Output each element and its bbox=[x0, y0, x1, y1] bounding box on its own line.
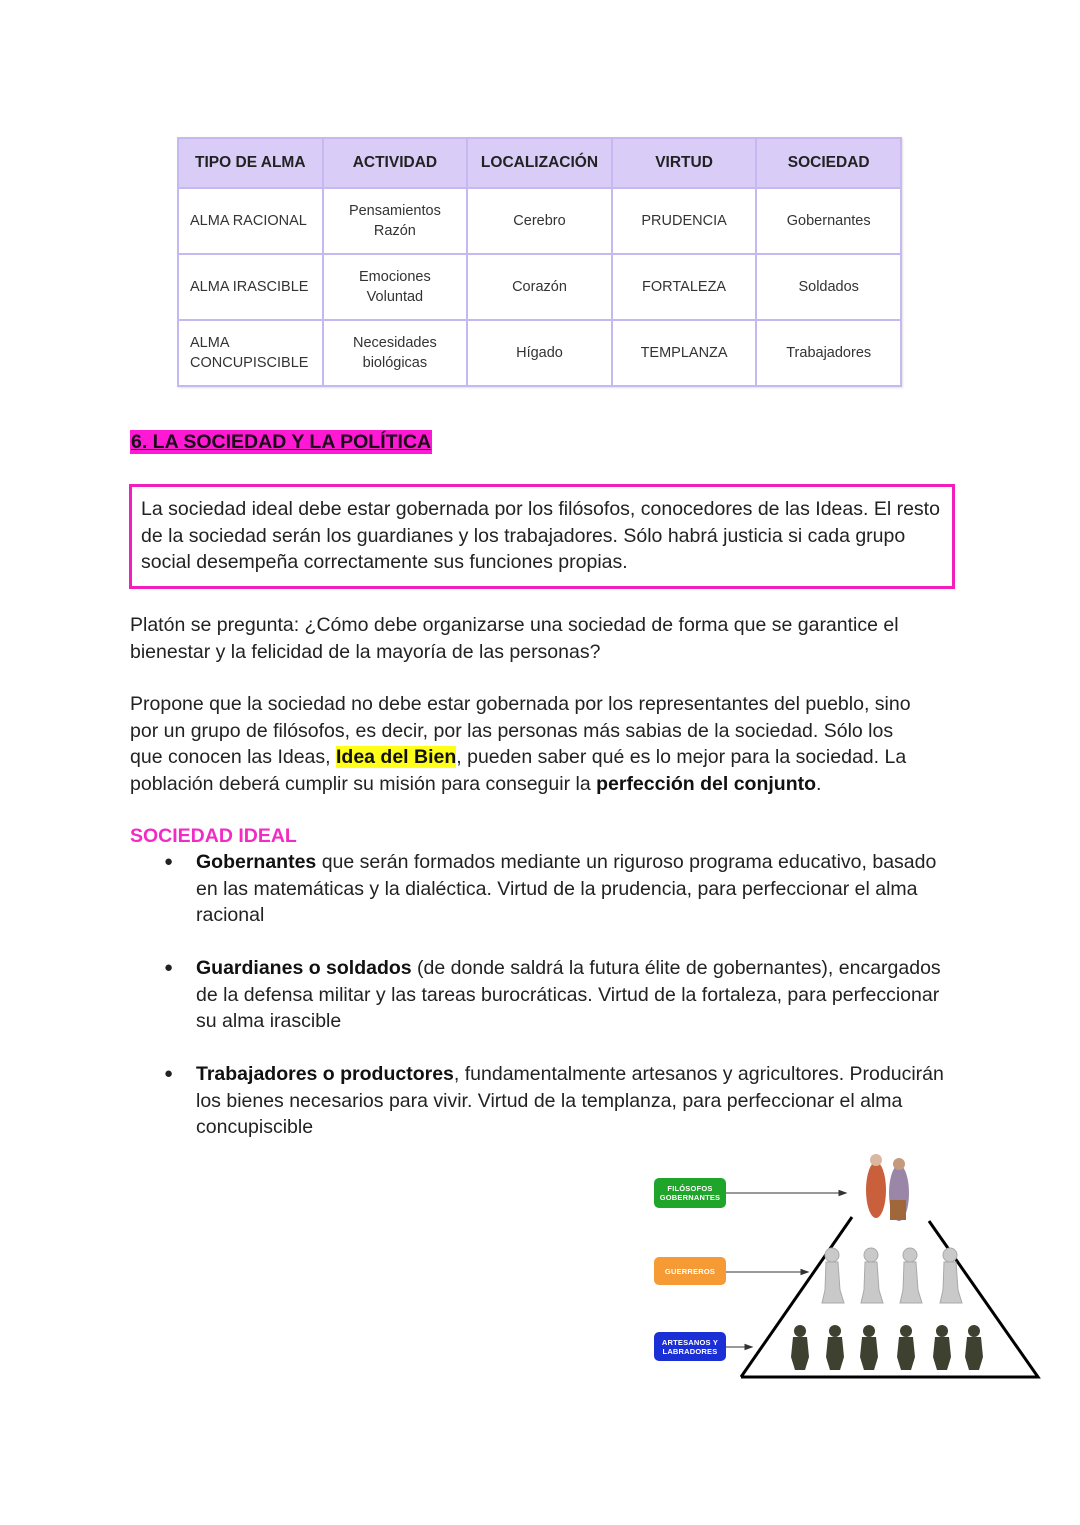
label-text: ARTESANOS Y bbox=[661, 1337, 719, 1347]
cell-text: ALMA IRASCIBLE bbox=[190, 279, 309, 295]
header-actividad: ACTIVIDAD bbox=[323, 138, 468, 188]
proposal-text: Propone que la sociedad no debe estar gobernada por los representantes del pueblo, sino por un grupo de filósofos, es decir, por las personas más sabias de la sociedad. Sólo los que conocen las Ideas, bbox=[130, 693, 911, 768]
header-tipo-de-alma: TIPO DE ALMA bbox=[178, 138, 323, 188]
cell-text: Necesidades bbox=[352, 335, 437, 351]
table-header-row bbox=[178, 138, 901, 188]
cell-text: Emociones bbox=[359, 269, 431, 285]
cell-actividad bbox=[323, 320, 468, 386]
section-heading: 6. LA SOCIEDAD Y LA POLÍTICA bbox=[131, 431, 432, 453]
cell-actividad bbox=[323, 254, 468, 320]
cell-virtud: TEMPLANZA bbox=[612, 320, 757, 386]
header-virtud: VIRTUD bbox=[612, 138, 757, 188]
cell-virtud: PRUDENCIA bbox=[612, 188, 757, 254]
cell-text: Pensamientos bbox=[348, 203, 441, 219]
label-artesanos-labradores bbox=[654, 1332, 726, 1361]
label-text: GOBERNANTES bbox=[659, 1193, 721, 1202]
list-item-text: que serán formados mediante un riguroso programa educativo, basado en las matemáticas y la dialéctica. Virtud de la prudencia, para perfeccionar el alma racional bbox=[196, 851, 937, 926]
list-item bbox=[130, 1061, 946, 1141]
proposal-text: . bbox=[816, 772, 822, 795]
header-localizacion: LOCALIZACIÓN bbox=[467, 138, 612, 188]
sociedad-ideal-list bbox=[130, 849, 950, 1167]
cell-text: ALMA bbox=[190, 335, 230, 351]
list-item-text: , fundamentalmente artesanos y agricultores. Producirán los bienes necesarios para vivir. Virtud de la templanza, para perfeccionar el alma concupiscible bbox=[196, 1063, 944, 1138]
label-filosofos-gobernantes bbox=[654, 1178, 726, 1208]
label-text: LABRADORES bbox=[662, 1346, 718, 1356]
list-item-bold: Guardianes o soldados bbox=[196, 957, 412, 979]
proposal-paragraph bbox=[130, 691, 930, 797]
bullet-icon: ● bbox=[164, 959, 174, 976]
list-item-bold: Gobernantes bbox=[196, 851, 317, 873]
table-row bbox=[178, 320, 901, 386]
list-item-bold: Trabajadores o productores bbox=[196, 1063, 454, 1085]
label-text: FILÓSOFOS bbox=[667, 1184, 713, 1193]
summary-box: La sociedad ideal debe estar gobernada por los filósofos, conocedores de las Ideas. El resto de la sociedad serán los guardianes y los trabajadores. Sólo habrá justicia si cada grupo social desempeña correctamente sus funciones propias. bbox=[129, 484, 955, 589]
cell-tipo bbox=[178, 254, 323, 320]
cell-text: ALMA RACIONAL bbox=[190, 213, 307, 229]
cell-virtud: FORTALEZA bbox=[612, 254, 757, 320]
soul-types-table bbox=[177, 137, 902, 387]
sociedad-ideal-heading: SOCIEDAD IDEAL bbox=[130, 825, 297, 847]
cell-actividad bbox=[323, 188, 468, 254]
highlight-idea-del-bien: Idea del Bien bbox=[335, 746, 457, 768]
bold-perfeccion: perfección del conjunto bbox=[596, 772, 817, 795]
question-paragraph: Platón se pregunta: ¿Cómo debe organizarse una sociedad de forma que se garantice el bienestar y la felicidad de la mayoría de las personas? bbox=[130, 614, 899, 663]
cell-text: Razón bbox=[373, 223, 416, 239]
cell-sociedad: Soldados bbox=[756, 254, 901, 320]
philosophers-figure bbox=[866, 1154, 909, 1221]
list-item bbox=[130, 955, 946, 1035]
cell-sociedad: Gobernantes bbox=[756, 188, 901, 254]
workers-figures bbox=[791, 1325, 983, 1370]
cell-tipo bbox=[178, 188, 323, 254]
cell-text: biológicas bbox=[362, 355, 428, 371]
label-text: GUERREROS bbox=[664, 1266, 716, 1276]
cell-tipo bbox=[178, 320, 323, 386]
cell-text: CONCUPISCIBLE bbox=[190, 355, 309, 371]
cell-sociedad: Trabajadores bbox=[756, 320, 901, 386]
table-row bbox=[178, 254, 901, 320]
bullet-icon: ● bbox=[164, 853, 174, 870]
cell-text: Voluntad bbox=[366, 289, 424, 305]
cell-localizacion: Corazón bbox=[467, 254, 612, 320]
header-sociedad: SOCIEDAD bbox=[756, 138, 901, 188]
list-item-text: (de donde saldrá la futura élite de gobernantes), encargados de la defensa militar y las tareas burocráticas. Virtud de la fortaleza, para perfeccionar su alma irascible bbox=[196, 957, 941, 1032]
label-guerreros bbox=[654, 1257, 726, 1285]
bullet-icon: ● bbox=[164, 1065, 174, 1082]
list-item bbox=[130, 849, 946, 929]
cell-localizacion: Cerebro bbox=[467, 188, 612, 254]
proposal-text: , pueden saber qué es lo mejor para la sociedad. La población deberá cumplir su misión para conseguir la bbox=[130, 746, 907, 795]
table-row bbox=[178, 188, 901, 254]
cell-localizacion: Hígado bbox=[467, 320, 612, 386]
warriors-figures bbox=[822, 1248, 962, 1303]
society-pyramid-diagram bbox=[640, 1145, 1050, 1390]
